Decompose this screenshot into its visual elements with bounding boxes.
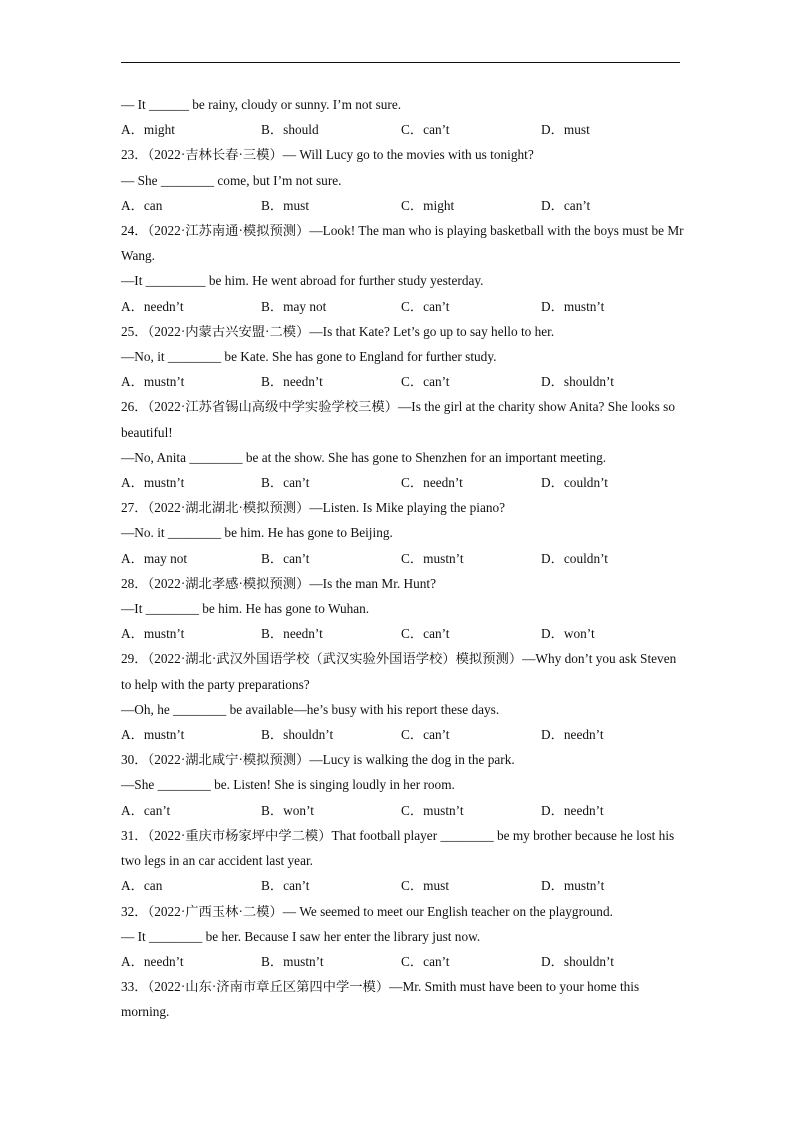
answer-choices (121, 193, 686, 218)
question-text-line: 31．（2022·重庆市杨家坪中学二模）That football player ________ be my brother because he lost his two legs in an car accident last year. (121, 827, 675, 869)
question-text-line: 25．（2022·内蒙古兴安盟·二模）—Is that Kate? Let’s go up to say hello to her. (121, 323, 555, 339)
answer-option: C．can’t (401, 374, 450, 390)
answer-choices (121, 798, 686, 823)
answer-option: A．can’t (121, 802, 171, 818)
answer-option: C．might (401, 197, 455, 213)
answer-choices (121, 117, 686, 142)
question-text-line: 33．（2022·山东·济南市章丘区第四中学一模）—Mr. Smith must have been to your home this morning. (121, 979, 640, 1020)
answer-option: C．can’t (401, 727, 450, 743)
answer-option: C．can’t (401, 953, 450, 969)
answer-option: B．can’t (261, 475, 310, 491)
answer-option: C．can’t (401, 626, 450, 642)
answer-option: A．might (121, 122, 175, 138)
answer-choices (121, 369, 686, 394)
answer-option: B．needn’t (261, 374, 323, 390)
answer-option: C．can’t (401, 122, 450, 138)
answer-option: A．needn’t (121, 953, 184, 969)
answer-option: C．must (401, 878, 450, 894)
question-text-line: 27．（2022·湖北湖北·模拟预测）—Listen. Is Mike playing the piano? (121, 500, 506, 516)
header-rule (121, 62, 680, 63)
answer-option: B．should (261, 122, 319, 138)
answer-option: D．needn’t (541, 727, 604, 743)
question-text-line: — It ______ be rainy, cloudy or sunny. I’m not sure. (121, 97, 402, 112)
answer-choices (121, 470, 686, 495)
question-text-line: —It ________ be him. He has gone to Wuhan. (121, 601, 370, 617)
question-text-line: — She ________ come, but I’m not sure. (121, 172, 342, 188)
question-text-line: 30．（2022·湖北咸宁·模拟预测）—Lucy is walking the dog in the park. (121, 752, 515, 768)
question-text-line: —It _________ be him. He went abroad for further study yesterday. (121, 273, 484, 289)
answer-option: A．mustn’t (121, 374, 185, 390)
answer-option: A．can (121, 197, 163, 213)
question-text-line: 32．（2022·广西玉林·二模）— We seemed to meet our English teacher on the playground. (121, 903, 613, 919)
question-text-line: —No, it ________ be Kate. She has gone to England for further study. (121, 349, 497, 365)
answer-option: C．needn’t (401, 475, 463, 491)
answer-choices (121, 722, 686, 747)
answer-option: D．shouldn’t (541, 374, 614, 390)
question-text-line: 26．（2022·江苏省锡山高级中学实验学校三模）—Is the girl at the charity show Anita? She looks so beautiful! (121, 399, 675, 440)
answer-choices (121, 294, 686, 319)
answer-option: A．mustn’t (121, 727, 185, 743)
question-text-line: 29．（2022·湖北·武汉外国语学校（武汉实验外国语学校）模拟预测）—Why don’t you ask Steven to help with the party preparations? (121, 651, 677, 692)
question-text-line: —Oh, he ________ be available—he’s busy with his report these days. (121, 701, 500, 717)
answer-option: C．mustn’t (401, 550, 464, 566)
answer-choices (121, 546, 686, 571)
answer-choices (121, 621, 686, 646)
answer-option: D．must (541, 122, 590, 138)
answer-option: B．can’t (261, 878, 310, 894)
answer-option: D．shouldn’t (541, 953, 614, 969)
answer-option: C．mustn’t (401, 802, 464, 818)
answer-option: D．couldn’t (541, 475, 608, 491)
answer-option: D．mustn’t (541, 298, 605, 314)
answer-option: B．mustn’t (261, 953, 324, 969)
answer-option: D．couldn’t (541, 550, 608, 566)
answer-option: B．can’t (261, 550, 310, 566)
answer-option: B．may not (261, 298, 327, 314)
answer-option: A．can (121, 878, 163, 894)
question-text-line: —No. it ________ be him. He has gone to Beijing. (121, 525, 393, 541)
answer-option: B．shouldn’t (261, 727, 334, 743)
answer-option: A．needn’t (121, 298, 184, 314)
question-list (121, 92, 686, 1025)
answer-choices (121, 949, 686, 974)
answer-choices (121, 873, 686, 898)
answer-option: B．needn’t (261, 626, 323, 642)
question-text-line: 24．（2022·江苏南通·模拟预测）—Look! The man who is playing basketball with the boys must be Mr Wang. (121, 223, 684, 264)
answer-option: A．mustn’t (121, 475, 185, 491)
answer-option: A．may not (121, 550, 188, 566)
answer-option: D．needn’t (541, 802, 604, 818)
question-text-line: 28．（2022·湖北孝感·模拟预测）—Is the man Mr. Hunt? (121, 575, 437, 591)
question-text-line: 23．（2022·吉林长春·三模）— Will Lucy go to the movies with us tonight? (121, 147, 534, 163)
answer-option: D．can’t (541, 197, 591, 213)
question-text-line: —No, Anita ________ be at the show. She has gone to Shenzhen for an important meeting. (121, 449, 607, 465)
answer-option: B．won’t (261, 802, 314, 818)
answer-option: A．mustn’t (121, 626, 185, 642)
question-text-line: — It ________ be her. Because I saw her enter the library just now. (121, 928, 481, 944)
question-text-line: —She ________ be. Listen! She is singing loudly in her room. (121, 777, 455, 793)
answer-option: D．mustn’t (541, 878, 605, 894)
answer-option: D．won’t (541, 626, 595, 642)
answer-option: B．must (261, 197, 310, 213)
answer-option: C．can’t (401, 298, 450, 314)
